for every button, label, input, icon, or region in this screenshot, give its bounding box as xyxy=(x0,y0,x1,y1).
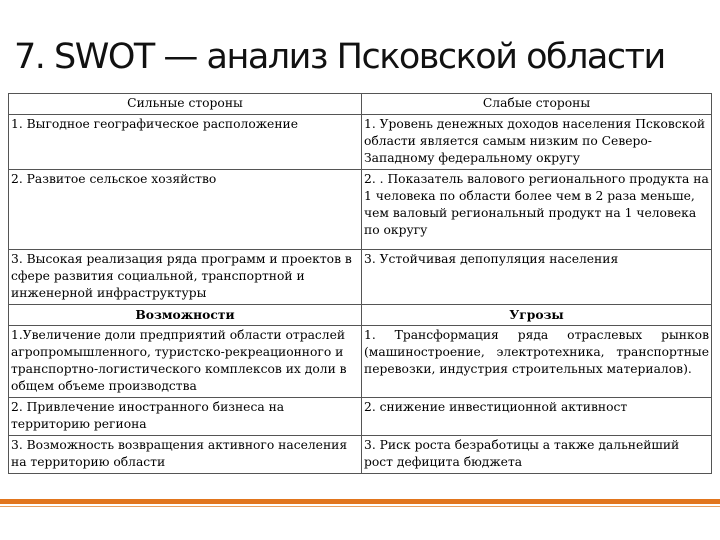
opportunity-item-1: 1.Увеличение доли предприятий области отраслей агропромышленного, туристско-рекреационного и транспортно-логистического комплексов их доли в общем объеме производства xyxy=(9,326,362,398)
table-row xyxy=(9,250,712,305)
threat-item-1: 1. Трансформация ряда отраслевых рынков (машиностроение, электротехника, транспортные перевозки, индустрия строительных материалов). xyxy=(362,326,712,398)
weakness-item-1: 1. Уровень денежных доходов населения Псковской области является самым низким по Северо-Западному федеральному округу xyxy=(362,115,712,170)
opportunity-item-3: 3. Возможность возвращения активного населения на территорию области xyxy=(9,436,362,474)
opportunities-heading: Возможности xyxy=(9,305,362,326)
table-row-strengths-header xyxy=(9,94,712,115)
threat-item-3: 3. Риск роста безработицы а также дальнейший рост дефицита бюджета xyxy=(362,436,712,474)
opportunity-item-2: 2. Привлечение иностранного бизнеса на территорию региона xyxy=(9,398,362,436)
table-row xyxy=(9,398,712,436)
table-row xyxy=(9,436,712,474)
accent-bar xyxy=(0,499,720,504)
weakness-item-3: 3. Устойчивая депопуляция населения xyxy=(362,250,712,305)
strengths-heading: Сильные стороны xyxy=(9,94,362,115)
weaknesses-heading: Слабые стороны xyxy=(362,94,712,115)
weakness-item-2: 2. . Показатель валового регионального продукта на 1 человека по области более чем в 2 раза меньше, чем валовый региональный продукт на 1 человека по округу xyxy=(362,170,712,250)
accent-line xyxy=(0,506,720,507)
table-row xyxy=(9,115,712,170)
swot-table xyxy=(8,93,712,474)
table-row xyxy=(9,326,712,398)
table-row-opportunities-header xyxy=(9,305,712,326)
table-row xyxy=(9,170,712,250)
strength-item-2: 2. Развитое сельское хозяйство xyxy=(9,170,362,250)
strength-item-3: 3. Высокая реализация ряда программ и проектов в сфере развития социальной, транспортной и инженерной инфраструктуры xyxy=(9,250,362,305)
page-title: 7. SWOT — анализ Псковской области xyxy=(14,37,665,77)
strength-item-1: 1. Выгодное географическое расположение xyxy=(9,115,362,170)
threats-heading: Угрозы xyxy=(362,305,712,326)
threat-item-2: 2. снижение инвестиционной активност xyxy=(362,398,712,436)
